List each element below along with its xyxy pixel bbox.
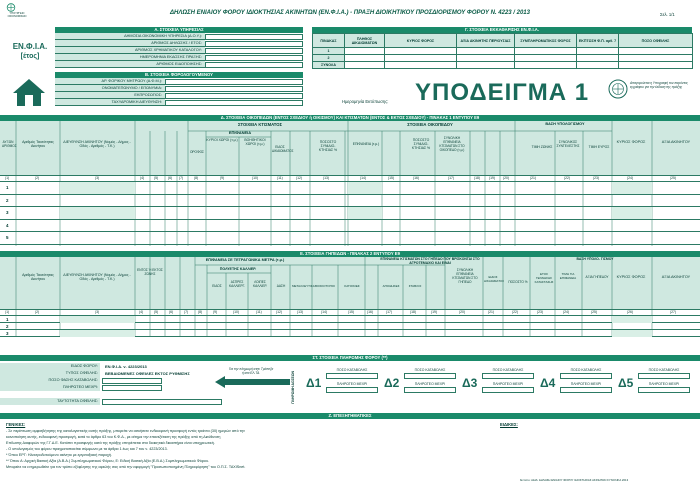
e-colnum: (13) xyxy=(297,310,304,314)
installment xyxy=(618,366,696,400)
d-col-main-tax: ΚΥΡΙΟΣ ΦΟΡΟΣ xyxy=(616,140,646,144)
official-seal xyxy=(608,79,628,99)
g-row-label: 2 xyxy=(313,55,345,62)
installment-amount-field[interactable] xyxy=(482,373,534,379)
e-col-share: ΠΟΣΟΣΤΟ % xyxy=(508,280,528,284)
e-group-crop: ΠΟΛΥΕΤΗΣ ΚΑΛΛΙΕΡ. xyxy=(219,267,257,271)
bank-note: Για την πληρωμή στην Τράπεζα ή στα ΕΛ.ΤΑ. xyxy=(228,367,274,375)
section-st-title: ΣΤ. ΣΤΟΙΧΕΙΑ ΠΛΗΡΩΜΗΣ ΦΟΡΟΥ (**) xyxy=(0,355,700,361)
section-b-row xyxy=(55,99,303,106)
d-colnum: (15) xyxy=(388,176,395,180)
installment-due-field[interactable] xyxy=(638,387,690,393)
d-col-plot-area: ΕΠΙΦΑΝΕΙΑ (τ.μ.) xyxy=(352,142,380,146)
g-cell[interactable] xyxy=(457,48,515,55)
form-title: ΔΗΛΩΣΗ ΕΝΙΑΙΟΥ ΦΟΡΟΥ ΙΔΙΟΚΤΗΣΙΑΣ ΑΚΙΝΗΤΩΝ (ΕΝ.Φ.Ι.Α.) - ΠΡΑΞΗ ΔΙΟΙΚΗΤΙΚΟΥ ΠΡΟΣΔΙΟΡΙΣΜΟΥ ΦΟΡΟΥ Ν. 4223 / 2013 xyxy=(170,10,530,16)
e-col-other: ΛΟΙΠΕΣ ΚΑΛΛΙΕΡ. xyxy=(252,280,268,288)
row-number: 5 xyxy=(6,235,9,240)
d-col-share: ΠΟΣΟΣΤΟ ΣΥΝΙΔΙΟ- ΚΤΗΣΙΑΣ % xyxy=(318,140,338,152)
g-cell[interactable] xyxy=(619,48,693,55)
section-a-row xyxy=(55,40,303,47)
e-colnum: (2) xyxy=(35,310,40,314)
g-cell[interactable] xyxy=(619,55,693,62)
e-colnum: (11) xyxy=(256,310,262,314)
d-colnum: (1) xyxy=(5,176,10,180)
installment-due-field[interactable] xyxy=(560,387,612,393)
installment xyxy=(462,366,540,400)
ministry-name: ΥΠΟΥΡΓΕΙΟ ΟΙΚΟΝΟΜΙΚΩΝ xyxy=(7,12,27,18)
table-row[interactable] xyxy=(0,195,700,208)
d-colnum: (10) xyxy=(252,176,259,180)
table-row[interactable] xyxy=(0,182,700,195)
d-colnum: (18) xyxy=(474,176,481,180)
d-colnum: (23) xyxy=(593,176,600,180)
section-b-label: ΟΝΟΜΑΤΕΠΩΝΥΜΟ / ΕΠΩΝΥΜΙΑ: xyxy=(55,85,165,92)
section-a-label: ΑΡΙΘΜΟΣ ΔΗΛΩΣΗΣ / ΕΤΟΣ: xyxy=(55,40,205,47)
e-colnum: (27) xyxy=(670,310,677,314)
g-cell[interactable] xyxy=(577,62,619,69)
note-line: - Σε περίπτωση αμφισβήτησης της καταλογιστικής αυτής πράξης, μπορείτε να ασκήσετε ενδικοφανή προσφυγή εντός τριάντα (30) ημερών από την xyxy=(6,429,246,433)
g-col-header: ΠΟΣΟ ΟΦΕΙΛΗΣ xyxy=(619,34,693,48)
section-e-title: Ε. ΣΤΟΙΧΕΙΑ ΓΗΠΕΔΩΝ - ΠΙΝΑΚΑΣ 2 ΕΝΤΥΠΟΥ Ε9 xyxy=(0,251,700,257)
installment-amount-label: ΠΟΣΟ ΚΑΤΑΒΟΛΗΣ xyxy=(414,368,446,372)
e-col-stables: ΣΤΑΒΛΟΙ xyxy=(408,284,422,288)
section-b-label: ΕΚΠΡΟΣΩΠΟΣ: xyxy=(55,92,165,99)
section-b-row xyxy=(55,78,303,85)
e-col-address: ΔΙΕΥΘΥΝΣΗ ΑΚΙΝΗΤΟΥ (Νομός - Δήμος - Οδός - Αριθμός - Τ.Κ.) xyxy=(63,273,131,281)
e-col-white: ΑΣΠΡΕΣ ΚΑΛΛΙΕΡΓ. xyxy=(229,280,245,288)
d-col-zone-price: ΤΙΜΗ ΖΩΝΗΣ xyxy=(531,145,553,149)
installment-amount-field[interactable] xyxy=(326,373,378,379)
table-row[interactable] xyxy=(0,330,700,337)
seal-icon xyxy=(608,79,628,99)
row-number: 2 xyxy=(6,197,9,203)
e-colnum: (5) xyxy=(154,310,159,314)
g-cell[interactable] xyxy=(577,48,619,55)
arrow-icon xyxy=(215,376,290,388)
e-colnum: (16) xyxy=(367,310,374,314)
g-col-header: ΚΥΡΙΟΣ ΦΟΡΟΣ xyxy=(385,34,457,48)
g-cell[interactable] xyxy=(385,55,457,62)
g-row-label: 1 xyxy=(313,48,345,55)
e-col-right: ΕΙΔΟΣ ΔΙΚΑΙΩΜΑΤΟΣ xyxy=(484,275,505,283)
d-col-address: ΔΙΕΥΘΥΝΣΗ ΑΚΙΝΗΤΟΥ (Νομός - Δήμος - Οδός - Αριθμός - Τ.Κ.) xyxy=(63,140,131,148)
ministry-emblem xyxy=(6,3,16,12)
d-colnum: (8) xyxy=(194,176,199,180)
e-colnum: (24) xyxy=(563,310,570,314)
section-a-body xyxy=(55,33,303,69)
g-cell[interactable] xyxy=(619,62,693,69)
d-colnum: (25) xyxy=(670,176,677,180)
e-group-area: ΕΠΙΦΑΝΕΙΑ ΣΕ ΤΕΤΡΑΓΩΝΙΚΑ ΜΕΤΡΑ (τ.μ.) xyxy=(205,258,285,262)
tax-type-value: ΕΝ.Φ.Ι.Α. ν. 4223/2013 xyxy=(105,364,147,369)
general-label: ΓΕΝΙΚΕΣ: xyxy=(6,422,26,427)
installment-due-label: ΠΛΗΡΩΤΕΟ ΜΕΧΡΙ xyxy=(492,382,524,386)
e-colnum: (25) xyxy=(591,310,598,314)
d-colnum: (4) xyxy=(140,176,145,180)
d-col-floor: ΟΡΟΦΟΣ xyxy=(189,150,205,154)
g-cell[interactable] xyxy=(515,55,577,62)
section-a-row xyxy=(55,33,303,40)
d-col-value: ΑΞΙΑ ΑΚΙΝΗΤΟΥ xyxy=(661,140,691,144)
e-group-base: ΒΑΣΗ ΥΠΟΛΟ- ΓΙΣΜΟΥ xyxy=(576,257,614,261)
d-colnum: (20) xyxy=(503,176,510,180)
payment-amount-field[interactable] xyxy=(102,378,162,384)
installment-due-label: ΠΛΗΡΩΤΕΟ ΜΕΧΡΙ xyxy=(570,382,602,386)
section-a-value[interactable] xyxy=(205,48,303,54)
installment-due-field[interactable] xyxy=(326,387,378,393)
e-colnum: (23) xyxy=(537,310,544,314)
e-col-total: ΣΥΝΟΛΙΚΗ ΕΠΙΦΑΝΕΙΑ ΚΤΙΣΜΑΤΩΝ ΣΤΟ ΓΗΠΕΔΟ xyxy=(452,268,478,284)
e-colnum: (6) xyxy=(169,310,174,314)
installment-due-label: ΠΛΗΡΩΤΕΟ ΜΕΧΡΙ xyxy=(648,382,680,386)
installment-amount-label: ΠΟΣΟ ΚΑΤΑΒΟΛΗΣ xyxy=(648,368,680,372)
installment-label: Δ2 xyxy=(384,376,400,390)
section-g-title: Γ. ΣΤΟΙΧΕΙΑ ΕΚΚΑΘΑΡΙΣΗΣ ΕΝ.Φ.Ι.Α. xyxy=(312,27,692,33)
d-col-right: ΕΙΔΟΣ ΔΙΚΑΙΩΜΑΤΟΣ xyxy=(272,145,294,153)
e-colnum: (18) xyxy=(410,310,417,314)
emblem-icon xyxy=(6,3,16,12)
section-a-value[interactable] xyxy=(205,41,303,47)
installments xyxy=(306,366,696,400)
g-row-label: ΣΥΝΟΛΑ xyxy=(313,62,345,69)
section-b-value[interactable] xyxy=(165,93,303,99)
installment-amount-label: ΠΟΣΟ ΚΑΤΑΒΟΛΗΣ xyxy=(492,368,524,372)
installment xyxy=(384,366,462,400)
e-colnum: (10) xyxy=(233,310,240,314)
d-group-area: ΕΠΙΦΑΝΕΙΑ xyxy=(228,130,252,135)
g-cell[interactable] xyxy=(385,62,457,69)
g-cell[interactable] xyxy=(515,48,577,55)
row-number: 3 xyxy=(6,331,9,336)
g-col-header: ΑΞΙΑ ΑΚΙΝΗΤΗΣ ΠΕΡΙΟΥΣΙΑΣ xyxy=(457,34,515,48)
section-a-label: ΑΡΙΘΜΟΣ ΧΡΗΜΑΤΙΚΟΥ ΚΑΤΑΛΟΓΟΥ: xyxy=(55,47,205,54)
installment-due-label: ΠΛΗΡΩΤΕΟ ΜΕΧΡΙ xyxy=(336,382,368,386)
section-b-label: ΤΑΧΥΔΡΟΜΙΚΗ ΔΙΕΥΘΥΝΣΗ: xyxy=(55,99,165,106)
section-z-title: Ζ. ΕΠΕΞΗΓΗΜΑΤΙΚΕΣ xyxy=(0,413,700,419)
e-colnum: (8) xyxy=(198,310,203,314)
table-row[interactable] xyxy=(0,323,700,330)
e-col-value: ΑΞΙΑ ΑΚΙΝΗΤΟΥ xyxy=(661,275,691,279)
e-col-id: Αριθμός Ταυτότητας Ακινήτου xyxy=(22,273,54,281)
note-line: ** Όπου Α: Αρχική Βασική Αξία (Α.Β.Α.) Συμπληρωματικού Φόρου, Ε: Ειδική Βασική Αξία (Ε.Β.Α.) Συμπληρωματικού Φόρου. xyxy=(6,459,209,463)
note-line: κοινοποίηση αυτής, ενδικοφανή προσφυγή, κατά το άρθρο 63 του Κ.Φ.Δ., με αίτημα την επανεξέταση της πράξης από τη Διεύθυνση xyxy=(6,435,221,439)
d-group-building: ΣΤΟΙΧΕΙΑ ΚΤΙΣΜΑΤΟΣ xyxy=(237,122,283,127)
d-colnum: (2) xyxy=(35,176,40,180)
g-col-header: ΠΙΝΑΚΑΣ xyxy=(313,34,345,48)
e-colnum: (1) xyxy=(5,310,10,314)
row-number: 1 xyxy=(6,317,9,322)
print-date-label: Ημερομηνία Εκτύπωσης: xyxy=(342,99,389,104)
d-colnum: (22) xyxy=(564,176,571,180)
e-colnum: (12) xyxy=(276,310,283,314)
e-colnum: (9) xyxy=(213,310,218,314)
d-rows xyxy=(0,182,700,246)
g-cell[interactable] xyxy=(515,62,577,69)
d-colnum: (12) xyxy=(296,176,303,180)
section-a-row xyxy=(55,47,303,54)
e-col-mining: ΜΕΤΑΛΛΕΥΤΙΚΑ xyxy=(292,284,315,288)
installment-due-label: ΠΛΗΡΩΤΕΟ ΜΕΧΡΙ xyxy=(414,382,446,386)
section-a-value[interactable] xyxy=(205,62,303,68)
e-colnum: (15) xyxy=(348,310,355,314)
installment-amount-field[interactable] xyxy=(404,373,456,379)
section-a-label: ΔΗΜΟΣΙΑ ΟΙΚΟΝΟΜΙΚΗ ΥΠΗΡΕΣΙΑ (Δ.Ο.Υ.): xyxy=(55,33,205,40)
e-rows xyxy=(0,316,700,338)
e-col-main-tax: ΚΥΡΙΟΣ ΦΟΡΟΣ xyxy=(616,275,646,279)
e-colnum: (26) xyxy=(627,310,634,314)
e-colnum: (22) xyxy=(512,310,519,314)
debt-type-value: ΒΕΒΑΙΩΜΕΝΕΣ ΟΦΕΙΛΕΣ ΕΚΤΟΣ ΡΥΘΜΙΣΗΣ xyxy=(105,371,190,376)
d-col-main-area: ΚΥΡΙΟΙ ΧΩΡΟΙ (τ.μ.) xyxy=(206,138,238,142)
section-b-row xyxy=(55,85,303,92)
e-col-forest: ΔΑΣΗ xyxy=(276,284,286,288)
section-b-row xyxy=(55,92,303,99)
g-cell[interactable] xyxy=(457,55,515,62)
debt-id-field[interactable] xyxy=(102,399,222,405)
section-b-value[interactable] xyxy=(165,79,303,85)
g-cell[interactable] xyxy=(345,55,385,62)
g-cell[interactable] xyxy=(345,62,385,69)
form-footer: Έντυπο: ΑΔΙΑ: ΔΗΛΩΣΗ ΕΝΙΑΙΟΥ ΦΟΡΟΥ ΙΔΙΟΚΤΗΣΙΑΣ ΑΚΙΝΗΤΩΝ ΣΥΝΟΛΙΚΑ 2013 xyxy=(520,478,629,482)
d-col-price: ΤΙΜΗ ΕΥΡΟΣ xyxy=(588,145,610,149)
logo-year: [έτος] xyxy=(20,53,40,60)
note-line: - Ο υπολογισμός του φόρου πραγματοποιείται σύμφωνα με τα άρθρα 1 έως και 7 του ν. 4223/2013. xyxy=(6,447,168,451)
section-d-title: Δ. ΣΤΟΙΧΕΙΑ ΟΙΚΟΠΕΔΩΝ (ΕΝΤΟΣ ΣΧΕΔΙΟΥ ή ΟΙΚΙΣΜΟΥ) ΚΑΙ ΚΤΙΣΜΑΤΩΝ (ΕΝΤΟΣ & ΕΚΤΟΣ ΣΧΕΔΙΟΥ) - ΠΙΝΑΚΑΣ 1 ΕΝΤΥΠΟΥ Ε9 xyxy=(0,115,700,121)
d-colnum: (24) xyxy=(627,176,634,180)
seal-note: Απαγορεύεται η Υπογραφή του παρόντος εγγράφου για την έκδοση της πράξης xyxy=(630,81,688,89)
installment xyxy=(306,366,384,400)
page-indicator: Σελ. 1/1 xyxy=(660,12,675,17)
d-col-coef: ΣΥΝΟΛΙΚΟΣ ΣΥΝΤΕΛΕΣΤΗΣ xyxy=(556,140,580,148)
d-colnum: (16) xyxy=(413,176,420,180)
e-colnum: (3) xyxy=(95,310,100,314)
e-colnum: (19) xyxy=(431,310,438,314)
d-colnum: (6) xyxy=(168,176,173,180)
installment-amount-label: ΠΟΣΟ ΚΑΤΑΒΟΛΗΣ xyxy=(570,368,602,372)
d-colnum: (19) xyxy=(489,176,496,180)
d-colnum: (3) xyxy=(95,176,100,180)
table-row[interactable] xyxy=(0,207,700,220)
d-colnum: (9) xyxy=(220,176,225,180)
table-row[interactable] xyxy=(0,220,700,233)
installment-label: Δ3 xyxy=(462,376,478,390)
d-col-total-area: ΣΥΝΟΛΙΚΗ ΕΠΙΦΑΝΕΙΑ ΚΤΙΣΜΑΤΩΝ ΣΤΟ ΟΙΚΟΠΕΔΟ (τ.μ.) xyxy=(439,136,465,152)
installment-label: Δ5 xyxy=(618,376,634,390)
d-group-base: ΒΑΣΗ ΥΠΟΛΟΓΙΣΜΟΥ xyxy=(545,122,585,126)
e-colnum: (17) xyxy=(386,310,393,314)
logo-name: ΕΝ.Φ.Ι.Α. xyxy=(12,42,48,51)
payment-labels xyxy=(0,363,100,408)
row-number: 3 xyxy=(6,210,9,215)
installment-due-field[interactable] xyxy=(482,387,534,393)
note-line: * Όπου ΕΡΓ: Ηλεκτροδοτούμενο ακίνητο με εργοταξιακή παροχή. xyxy=(6,453,112,457)
g-cell[interactable] xyxy=(577,55,619,62)
row-number: 1 xyxy=(6,185,9,190)
d-colnum: (17) xyxy=(448,176,455,180)
g-col-header: ΕΚΠΤΩΣΗ Φ.Π. αρθ. 7 xyxy=(577,34,619,48)
section-b-value[interactable] xyxy=(165,86,303,92)
e-col-houses: ΚΑΤΟΙΚΙΕΣ xyxy=(344,284,360,288)
d-col-aux-area: ΒΟΗΘΗΤΙΚΟΙ ΧΩΡΟΙ (τ.μ.) xyxy=(244,138,266,146)
d-colnum: (5) xyxy=(154,176,159,180)
d-colnum: (21) xyxy=(530,176,537,180)
section-a-label: ΑΡΙΘΜΟΣ ΕΙΔΟΠΟΙΗΣΗΣ: xyxy=(55,61,205,68)
e-col-plot-value: ΑΞΙΑ ΓΗΠΕΔΟΥ xyxy=(585,275,609,279)
notes xyxy=(6,428,486,470)
g-cell[interactable] xyxy=(457,62,515,69)
e-colnum: (21) xyxy=(488,310,495,314)
section-a-label: ΗΜΕΡΟΜΗΝΙΑ ΕΚΔΟΣΗΣ ΠΡΑΞΗΣ: xyxy=(55,54,205,61)
section-b-title: Β. ΣΤΟΙΧΕΙΑ ΦΟΡΟΛΟΓΟΥΜΕΝΟΥ xyxy=(55,72,303,78)
row-number: 2 xyxy=(6,324,9,329)
note-line: Επίλυσης Διαφορών της Γ.Γ.Δ.Ε. Κατόπιν προσφυγής κατά της πράξης επιτρέπεται στα διοικητικά δικαστήρια είναι υποχρεωτική. xyxy=(6,441,215,445)
sample-watermark: ΥΠΟΔΕΙΓΜΑ 1 xyxy=(415,79,590,106)
section-b-value[interactable] xyxy=(165,100,303,106)
installment-label: Δ4 xyxy=(540,376,556,390)
payment-due-field[interactable] xyxy=(102,385,162,391)
payment-label: ΕΙΔΟΣ ΦΟΡΟΥ: xyxy=(0,363,100,370)
installment-amount-field[interactable] xyxy=(638,373,690,379)
installment xyxy=(540,366,618,400)
section-b-body xyxy=(55,78,303,108)
g-cell[interactable] xyxy=(345,48,385,55)
payment-label: ΤΑΥΤΟΤΗΤΑ ΟΦΕΙΛΗΣ: xyxy=(0,398,100,405)
d-group-plot: ΣΤΟΙΧΕΙΑ ΟΙΚΟΠΕΔΟΥ xyxy=(407,122,453,127)
section-g-table xyxy=(312,33,693,69)
section-a-row xyxy=(55,61,303,68)
installment-amount-label: ΠΟΣΟ ΚΑΤΑΒΟΛΗΣ xyxy=(336,368,368,372)
section-a-row xyxy=(55,54,303,61)
e-col-pasture: ΒΟΣΚΟΤΟΠΟΙ xyxy=(315,284,335,288)
payment-label: ΤΥΠΟΣ ΟΦΕΙΛΗΣ: xyxy=(0,370,100,377)
installment-label: Δ1 xyxy=(306,376,322,390)
d-col-id: Αριθμός Ταυτότητας Ακινήτου xyxy=(22,140,54,148)
e-col-kind: ΕΙΔΟΣ xyxy=(212,284,222,288)
note-line: Μπορείτε να ενημερωθείτε για τον τρόπο εξόφλησης της οφειλής σας από την εφαρμογή "Προσωποποιημένη Πληροφόρηση" του Ο.Π.Σ. TAXISnet. xyxy=(6,465,246,469)
e-colnum: (7) xyxy=(184,310,189,314)
row-number: 4 xyxy=(6,222,9,228)
d-col-plot-share: ΠΟΣΟΣΤΟ ΣΥΝΙΔΙΟ- ΚΤΗΣΙΑΣ % xyxy=(411,138,431,150)
d-colnum: (14) xyxy=(360,176,367,180)
section-b-label: ΑΡ. ΦΟΡΙΚΟΥ ΜΗΤΡΩΟΥ (Α.Φ.Μ.): xyxy=(55,78,165,85)
g-col-header: ΣΥΜΠΛΗΡΩΜΑΤΙΚΟΣ ΦΟΡΟΣ xyxy=(515,34,577,48)
d-col-aa: ΑΥΞΩΝ ΑΡΙΘΜΟΣ xyxy=(2,140,17,148)
e-colnum: (20) xyxy=(459,310,466,314)
table-row[interactable] xyxy=(0,232,700,245)
g-col-header: ΠΛΗΘΟΣ ΔΙΚΑΙΩΜΑΤΩΝ xyxy=(345,34,385,48)
house-icon xyxy=(11,77,47,107)
installments-side-label: ΠΛΗΡΩΜΗ ΔΟΣΕΩΝ xyxy=(291,371,295,404)
d-colnum: (11) xyxy=(277,176,283,180)
section-a-value[interactable] xyxy=(205,34,303,40)
g-cell[interactable] xyxy=(385,48,457,55)
d-colnum: (7) xyxy=(179,176,184,180)
e-col-price: ΤΙΜΗ ΓΙΑ ΕΠΙΦΑΝΕΙΑ xyxy=(559,272,577,280)
section-a-title: Α. ΣΤΟΙΧΕΙΑ ΥΠΗΡΕΣΙΑΣ xyxy=(55,27,303,33)
e-col-year: ΕΤΟΣ ΓΕΝΝΗΣΗΣ ΚΑΤΑΣΤΑΣΗΣ xyxy=(534,272,554,284)
installment-due-field[interactable] xyxy=(404,387,456,393)
e-colnum: (4) xyxy=(139,310,144,314)
d-colnum: (13) xyxy=(323,176,330,180)
payment-label: ΠΟΣΟ ΦΑΣΗΣ ΚΑΤΑΒΟΛΗΣ: xyxy=(0,377,100,384)
payment-label: ΠΛΗΡΩΤΕΟ ΜΕΧΡΙ: xyxy=(0,384,100,391)
e-group-buildings: ΕΠΙΦΑΝΕΙΑ ΚΤΙΣΜΑΤΩΝ ΣΤΟ ΓΗΠΕΔΟ ΠΟΥ ΒΡΙΣΚΟΝΤΑΙ ΣΤΟ ΑΓΡΟΤΕΜΑΧΙΟ ΚΑΙ ΕΙΝΑΙ xyxy=(380,257,480,265)
special-label: ΕΙΔΙΚΕΣ: xyxy=(500,422,518,427)
e-col-zone: ΕΝΤΟΣ Ή ΕΚΤΟΣ ΖΩΝΗΣ xyxy=(137,268,163,276)
section-a-value[interactable] xyxy=(205,55,303,61)
e-colnum: (14) xyxy=(321,310,328,314)
installment-amount-field[interactable] xyxy=(560,373,612,379)
table-row[interactable] xyxy=(0,316,700,323)
e-col-storage: ΑΠΟΘΗΚΕΣ xyxy=(382,284,400,288)
